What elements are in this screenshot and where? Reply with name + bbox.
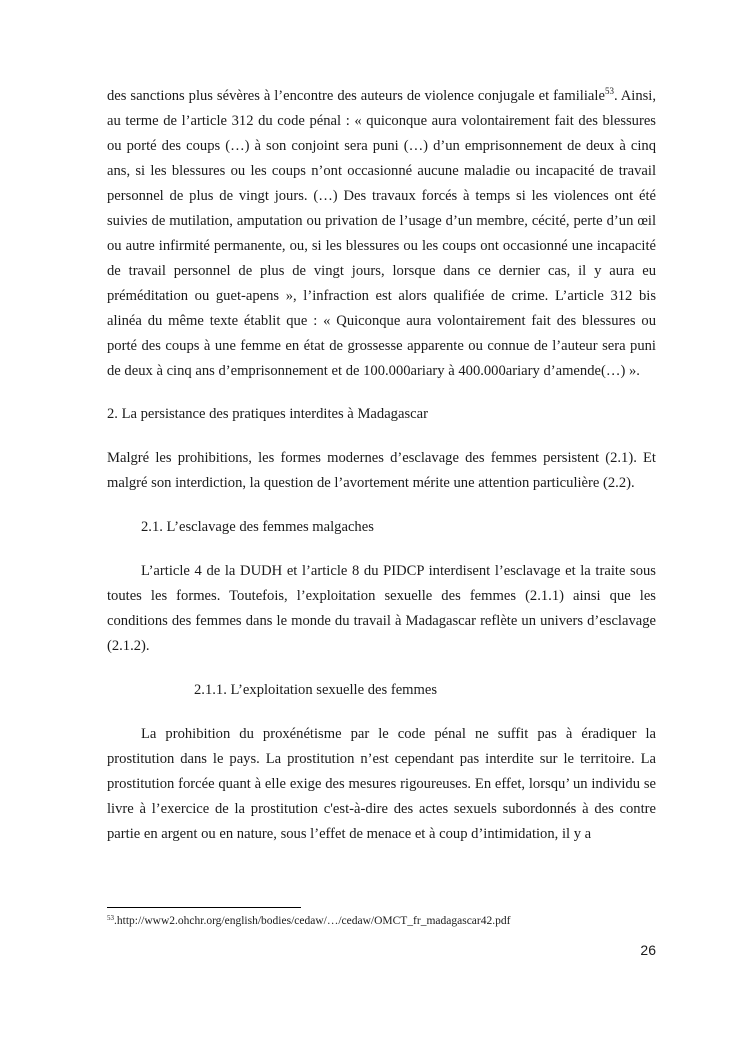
footnote-link[interactable]: .http://www2.ohchr.org/english/bodies/cedaw/…/cedaw/OMCT_fr_madagascar42.pdf [114, 915, 511, 927]
paragraph-text: des sanctions plus sévères à l’encontre des auteurs de violence conjugale et familiale [107, 88, 605, 104]
footnote-reference[interactable]: 53 [604, 86, 614, 96]
paragraph-intro-section-2: Malgré les prohibitions, les formes modernes d’esclavage des femmes persistent (2.1). Et malgré son interdiction, la question de l’avortement mérite une attention particulière (2.2). [107, 450, 656, 491]
paragraph-slavery: L’article 4 de la DUDH et l’article 8 du PIDCP interdisent l’esclavage et la traite sous toutes les formes. Toutefois, l’exploitation sexuelle des femmes (2.1.1) ainsi que les conditions des femmes dans le monde du travail à Madagascar reflète un univers d’esclavage (2.1.2). [107, 563, 656, 654]
paragraph-prostitution: La prohibition du proxénétisme par le code pénal ne suffit pas à éradiquer la prostitution dans le pays. La prostitution n’est cependant pas interdite sur le territoire. La prostitution forcée quant à elle exige des mesures rigoureuses. En effet, lorsqu’ un individu se livre à l’exercice de la prostitution c'est-à-dire des actes sexuels subordonnés à des contre partie en argent ou en nature, sous l’effet de menace et à coup d’intimidation, il y a [107, 726, 656, 842]
section-heading-2-1: 2.1. L’esclavage des femmes malgaches [141, 519, 374, 535]
paragraph-violence-sanctions [107, 84, 656, 384]
section-heading-2: 2. La persistance des pratiques interdites à Madagascar [107, 406, 428, 422]
page-number: 26 [640, 942, 656, 958]
page-body [107, 84, 656, 847]
footnote [107, 914, 510, 928]
paragraph-text: . Ainsi, au terme de l’article 312 du code pénal : « quiconque aura volontairement fait des blessures ou porté des coups (…) à son conjoint sera puni (…) d’un emprisonnement de deux à cinq ans, si les blessures ou les coups n’ont occasionné aucune maladie ou incapacité de travail personnel de plus de vingt jours. (…) Des travaux forcés à temps si les violences ont été suivies de mutilation, amputation ou privation de l’usage d’un membre, cécité, perte d’un œil ou autre infirmité permanente, ou, si les blessures ou les coups ont occasionné une incapacité de travail personnel de plus de vingt jours, lorsque dans ce dernier cas, il y aura eu préméditation ou guet-apens », l’infraction est alors qualifiée de crime. L’article 312 bis alinéa du même texte établit que : « Quiconque aura volontairement fait des blessures ou porté des coups à une femme en état de grossesse apparente ou connue de l’auteur sera puni de deux à cinq ans d’emprisonnement et de 100.000ariary à 400.000ariary d’amende(…) ». [107, 88, 656, 379]
section-heading-2-1-1: 2.1.1. L’exploitation sexuelle des femmes [194, 682, 438, 698]
footnote-separator [107, 907, 301, 908]
footnote-number: 53 [107, 914, 114, 922]
